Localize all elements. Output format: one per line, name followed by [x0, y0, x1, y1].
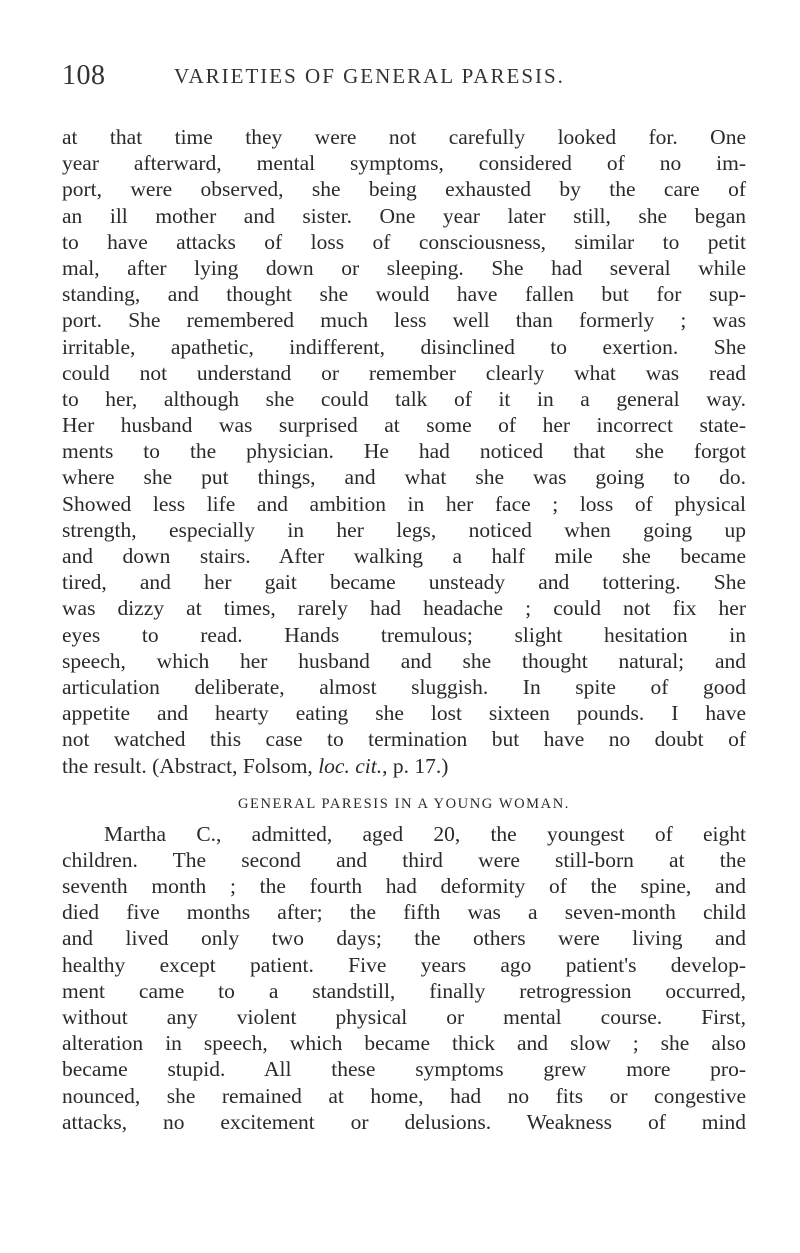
text-line: year afterward, mental symptoms, considered of no im- [62, 151, 746, 176]
citation-page: , p. 17.) [382, 753, 449, 778]
running-head [62, 60, 752, 96]
text-line: healthy except patient. Five years ago patient's develop- [62, 952, 746, 977]
text-line: Her husband was surprised at some of her incorrect state- [62, 413, 746, 438]
text-line: port, were observed, she being exhausted by the care of [62, 177, 746, 202]
text-line: seventh month ; the fourth had deformity of the spine, and [62, 874, 746, 899]
text-line: Martha C., admitted, aged 20, the youngest of eight [104, 821, 746, 846]
text-line: ments to the physician. He had noticed that she forgot [62, 439, 746, 464]
page-body [62, 124, 746, 1135]
text-line: at that time they were not carefully looked for. One [62, 125, 746, 149]
text-line: where she put things, and what she was going to do. [62, 465, 746, 490]
page-number: 108 [62, 60, 106, 91]
text-line: was dizzy at times, rarely had headache ; could not fix her [62, 596, 746, 621]
citation-text: the result. (Abstract, Folsom, [62, 753, 319, 778]
text-line: became stupid. All these symptoms grew more pro- [62, 1057, 746, 1082]
text-line: nounced, she remained at home, had no fits or congestive [62, 1083, 746, 1108]
paragraph-case-report [62, 821, 746, 1135]
paragraph-continuation [62, 124, 746, 779]
text-line: port. She remembered much less well than formerly ; was [62, 308, 746, 333]
text-line: and down stairs. After walking a half mile she became [62, 544, 746, 568]
text-line: tired, and her gait became unsteady and tottering. She [62, 570, 746, 595]
text-line: irritable, apathetic, indifferent, disinclined to exertion. She [62, 334, 746, 359]
text-line: without any violent physical or mental course. First, [62, 1005, 746, 1029]
text-line: strength, especially in her legs, noticed when going up [62, 517, 746, 542]
text-line: appetite and hearty eating she lost sixteen pounds. I have [62, 701, 746, 726]
text-line: an ill mother and sister. One year later still, she began [62, 203, 746, 228]
text-line: standing, and thought she would have fallen but for sup- [62, 282, 746, 307]
section-heading: GENERAL PARESIS IN A YOUNG WOMAN. [237, 795, 571, 812]
text-line: ment came to a standstill, finally retrogression occurred, [62, 978, 746, 1003]
text-line-final [62, 753, 746, 779]
text-line: not watched this case to termination but have no doubt of [62, 727, 746, 752]
text-line: attacks, no excitement or delusions. Weakness of mind [62, 1109, 746, 1134]
text-line: eyes to read. Hands tremulous; slight hesitation in [62, 622, 746, 647]
text-line: to have attacks of loss of consciousness, similar to petit [62, 229, 746, 254]
text-line: speech, which her husband and she thought natural; and [62, 648, 746, 673]
text-line: articulation deliberate, almost sluggish. In spite of good [62, 674, 746, 699]
text-line: could not understand or remember clearly what was read [62, 360, 746, 385]
text-line: children. The second and third were still-born at the [62, 847, 746, 872]
text-line: to her, although she could talk of it in a general way. [62, 386, 746, 411]
running-title: VARIETIES OF GENERAL PARESIS. [174, 64, 565, 88]
text-line: and lived only two days; the others were living and [62, 926, 746, 951]
citation-italic: loc. cit. [318, 753, 383, 778]
text-line: alteration in speech, which became thick and slow ; she also [62, 1031, 746, 1056]
text-line: Showed less life and ambition in her face ; loss of physical [62, 491, 746, 516]
text-line: mal, after lying down or sleeping. She had several while [62, 255, 746, 280]
text-line: died five months after; the fifth was a seven-month child [62, 900, 746, 925]
